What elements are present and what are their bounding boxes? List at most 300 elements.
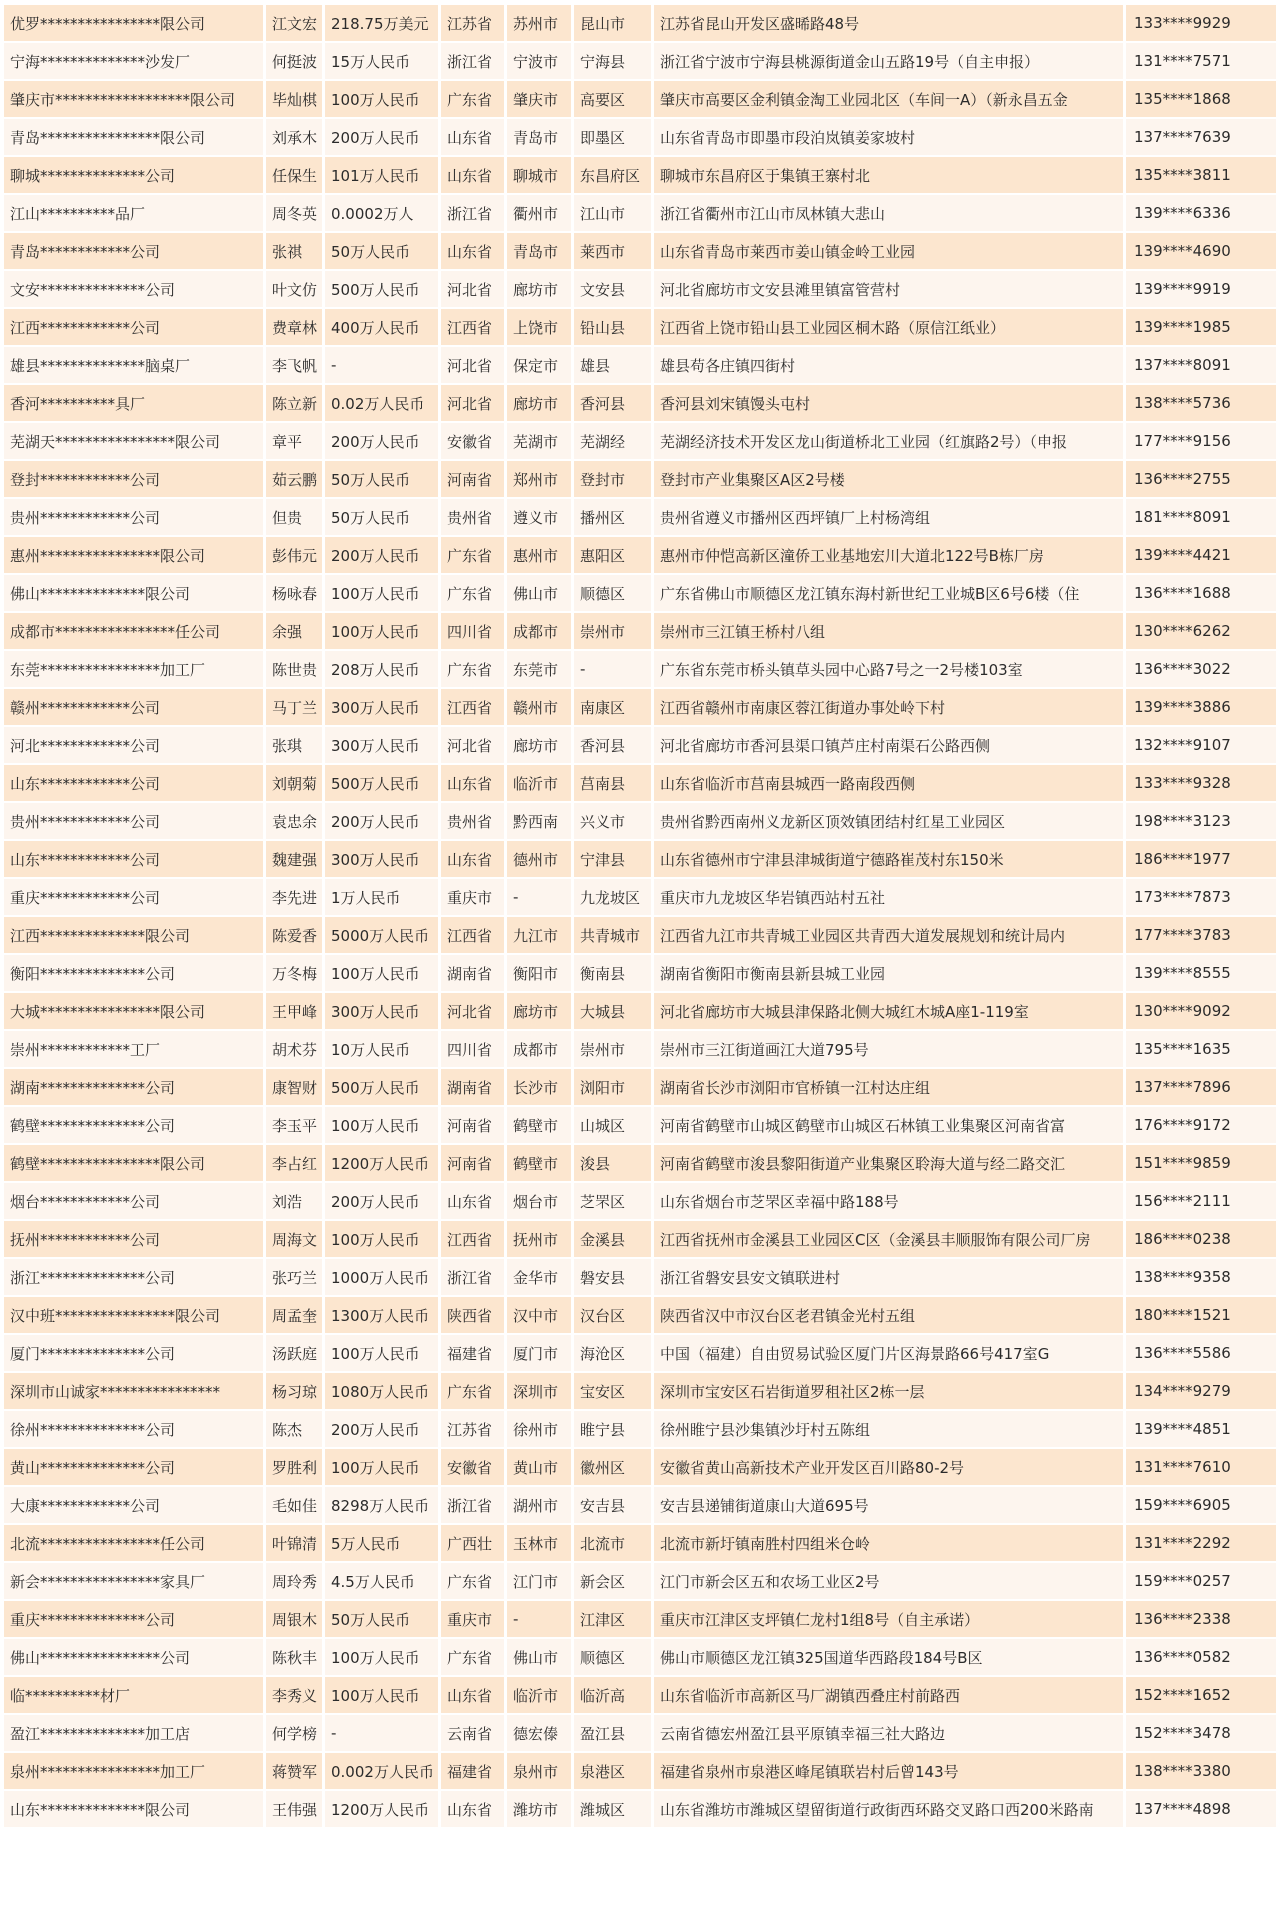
cell-district: 潍城区 <box>574 1791 654 1829</box>
cell-province: 广东省 <box>441 651 507 689</box>
table-row <box>4 993 1276 1031</box>
table-row <box>4 1259 1276 1297</box>
cell-address: 福建省泉州市泉港区峰尾镇联岩村后曾143号 <box>654 1753 1126 1791</box>
cell-address: 香河县刘宋镇馒头屯村 <box>654 385 1126 423</box>
cell-company: 江西************公司 <box>4 309 266 347</box>
cell-phone: 156****2111 <box>1126 1183 1276 1221</box>
cell-province: 河北省 <box>441 727 507 765</box>
cell-city: 成都市 <box>507 613 574 651</box>
cell-district: 泉港区 <box>574 1753 654 1791</box>
cell-capital: 100万人民币 <box>325 81 441 119</box>
cell-legal-rep: 周孟奎 <box>266 1297 325 1335</box>
cell-city: 烟台市 <box>507 1183 574 1221</box>
cell-address: 云南省德宏州盈江县平原镇幸福三社大路边 <box>654 1715 1126 1753</box>
cell-address: 江门市新会区五和农场工业区2号 <box>654 1563 1126 1601</box>
cell-capital: 200万人民币 <box>325 1411 441 1449</box>
cell-capital: 50万人民币 <box>325 499 441 537</box>
table-row <box>4 1373 1276 1411</box>
cell-city: 聊城市 <box>507 157 574 195</box>
cell-city: 赣州市 <box>507 689 574 727</box>
table-row <box>4 385 1276 423</box>
cell-capital: 500万人民币 <box>325 1069 441 1107</box>
cell-province: 江西省 <box>441 917 507 955</box>
cell-company: 惠州****************限公司 <box>4 537 266 575</box>
cell-phone: 177****9156 <box>1126 423 1276 461</box>
cell-phone: 131****2292 <box>1126 1525 1276 1563</box>
cell-province: 广东省 <box>441 1639 507 1677</box>
cell-city: 廊坊市 <box>507 271 574 309</box>
cell-legal-rep: 刘浩 <box>266 1183 325 1221</box>
cell-capital: 15万人民币 <box>325 43 441 81</box>
cell-company: 徐州**************公司 <box>4 1411 266 1449</box>
cell-company: 湖南**************公司 <box>4 1069 266 1107</box>
cell-phone: 139****4690 <box>1126 233 1276 271</box>
cell-address: 徐州睢宁县沙集镇沙圩村五陈组 <box>654 1411 1126 1449</box>
cell-city: 鹤壁市 <box>507 1107 574 1145</box>
cell-province: 河北省 <box>441 385 507 423</box>
cell-capital: 200万人民币 <box>325 537 441 575</box>
table-row <box>4 1031 1276 1069</box>
cell-city: 肇庆市 <box>507 81 574 119</box>
cell-company: 浙江**************公司 <box>4 1259 266 1297</box>
cell-company: 青岛************公司 <box>4 233 266 271</box>
table-row <box>4 195 1276 233</box>
cell-phone: 159****6905 <box>1126 1487 1276 1525</box>
cell-address: 佛山市顺德区龙江镇325国道华西路段184号B区 <box>654 1639 1126 1677</box>
cell-address: 雄县苟各庄镇四街村 <box>654 347 1126 385</box>
cell-capital: 300万人民币 <box>325 689 441 727</box>
cell-district: 芜湖经 <box>574 423 654 461</box>
table-row <box>4 1753 1276 1791</box>
cell-city: 长沙市 <box>507 1069 574 1107</box>
cell-legal-rep: 李占红 <box>266 1145 325 1183</box>
cell-capital: 300万人民币 <box>325 841 441 879</box>
cell-company: 新会****************家具厂 <box>4 1563 266 1601</box>
cell-capital: 100万人民币 <box>325 955 441 993</box>
cell-city: 德宏傣 <box>507 1715 574 1753</box>
cell-province: 江西省 <box>441 689 507 727</box>
cell-legal-rep: 杨咏春 <box>266 575 325 613</box>
cell-company: 厦门**************公司 <box>4 1335 266 1373</box>
cell-district: 大城县 <box>574 993 654 1031</box>
cell-city: 深圳市 <box>507 1373 574 1411</box>
cell-phone: 138****9358 <box>1126 1259 1276 1297</box>
cell-legal-rep: 陈秋丰 <box>266 1639 325 1677</box>
cell-company: 河北************公司 <box>4 727 266 765</box>
cell-company: 鹤壁****************限公司 <box>4 1145 266 1183</box>
cell-capital: 100万人民币 <box>325 575 441 613</box>
cell-phone: 132****9107 <box>1126 727 1276 765</box>
cell-company: 盈江**************加工店 <box>4 1715 266 1753</box>
table-row <box>4 1335 1276 1373</box>
cell-legal-rep: 万冬梅 <box>266 955 325 993</box>
cell-company: 宁海**************沙发厂 <box>4 43 266 81</box>
cell-province: 四川省 <box>441 1031 507 1069</box>
table-row <box>4 1221 1276 1259</box>
cell-district: 金溪县 <box>574 1221 654 1259</box>
cell-address: 山东省临沂市莒南县城西一路南段西侧 <box>654 765 1126 803</box>
cell-legal-rep: 任保生 <box>266 157 325 195</box>
cell-province: 浙江省 <box>441 1259 507 1297</box>
cell-company: 肇庆市******************限公司 <box>4 81 266 119</box>
cell-phone: 177****3783 <box>1126 917 1276 955</box>
cell-city: 衢州市 <box>507 195 574 233</box>
cell-district: 惠阳区 <box>574 537 654 575</box>
cell-city: 潍坊市 <box>507 1791 574 1829</box>
cell-phone: 139****3886 <box>1126 689 1276 727</box>
cell-capital: 1080万人民币 <box>325 1373 441 1411</box>
cell-address: 广东省东莞市桥头镇草头园中心路7号之一2号楼103室 <box>654 651 1126 689</box>
cell-city: 青岛市 <box>507 233 574 271</box>
cell-capital: 8298万人民币 <box>325 1487 441 1525</box>
cell-company: 烟台************公司 <box>4 1183 266 1221</box>
cell-company: 江西**************限公司 <box>4 917 266 955</box>
cell-district: 香河县 <box>574 727 654 765</box>
cell-province: 广东省 <box>441 575 507 613</box>
cell-capital: 200万人民币 <box>325 119 441 157</box>
cell-phone: 131****7571 <box>1126 43 1276 81</box>
table-row <box>4 1069 1276 1107</box>
cell-city: 衡阳市 <box>507 955 574 993</box>
cell-company: 东莞****************加工厂 <box>4 651 266 689</box>
cell-province: 河北省 <box>441 347 507 385</box>
cell-company: 重庆************公司 <box>4 879 266 917</box>
cell-address: 崇州市三江镇王桥村八组 <box>654 613 1126 651</box>
cell-address: 安徽省黄山高新技术产业开发区百川路80-2号 <box>654 1449 1126 1487</box>
cell-phone: 152****3478 <box>1126 1715 1276 1753</box>
cell-legal-rep: 李秀义 <box>266 1677 325 1715</box>
table-row <box>4 1601 1276 1639</box>
cell-phone: 139****4421 <box>1126 537 1276 575</box>
cell-address: 山东省烟台市芝罘区幸福中路188号 <box>654 1183 1126 1221</box>
cell-legal-rep: 马丁兰 <box>266 689 325 727</box>
cell-company: 鹤壁**************公司 <box>4 1107 266 1145</box>
cell-capital: 5万人民币 <box>325 1525 441 1563</box>
cell-capital: - <box>325 1715 441 1753</box>
cell-capital: 1万人民币 <box>325 879 441 917</box>
cell-district: 即墨区 <box>574 119 654 157</box>
cell-phone: 135****1635 <box>1126 1031 1276 1069</box>
cell-legal-rep: 周海文 <box>266 1221 325 1259</box>
cell-city: 芜湖市 <box>507 423 574 461</box>
cell-phone: 135****1868 <box>1126 81 1276 119</box>
cell-phone: 181****8091 <box>1126 499 1276 537</box>
cell-address: 河北省廊坊市文安县滩里镇富管营村 <box>654 271 1126 309</box>
table-row <box>4 1563 1276 1601</box>
cell-district: 顺德区 <box>574 1639 654 1677</box>
cell-district: 东昌府区 <box>574 157 654 195</box>
table-row <box>4 575 1276 613</box>
cell-district: 浚县 <box>574 1145 654 1183</box>
cell-phone: 136****1688 <box>1126 575 1276 613</box>
cell-capital: 50万人民币 <box>325 1601 441 1639</box>
cell-company: 雄县**************脑桌厂 <box>4 347 266 385</box>
table-row <box>4 5 1276 43</box>
cell-province: 河南省 <box>441 461 507 499</box>
cell-province: 广西壮 <box>441 1525 507 1563</box>
cell-legal-rep: 江文宏 <box>266 5 325 43</box>
table-row <box>4 309 1276 347</box>
cell-phone: 135****3811 <box>1126 157 1276 195</box>
company-table-body <box>4 5 1276 1829</box>
cell-phone: 137****8091 <box>1126 347 1276 385</box>
cell-company: 佛山****************公司 <box>4 1639 266 1677</box>
cell-district: 南康区 <box>574 689 654 727</box>
cell-legal-rep: 茹云鹏 <box>266 461 325 499</box>
cell-province: 广东省 <box>441 537 507 575</box>
cell-district: 浏阳市 <box>574 1069 654 1107</box>
cell-company: 大城****************限公司 <box>4 993 266 1031</box>
cell-capital: 10万人民币 <box>325 1031 441 1069</box>
cell-address: 惠州市仲恺高新区潼侨工业基地宏川大道北122号B栋厂房 <box>654 537 1126 575</box>
cell-district: 莒南县 <box>574 765 654 803</box>
cell-company: 抚州************公司 <box>4 1221 266 1259</box>
cell-province: 江苏省 <box>441 1411 507 1449</box>
cell-phone: 136****2755 <box>1126 461 1276 499</box>
cell-phone: 137****7639 <box>1126 119 1276 157</box>
cell-phone: 151****9859 <box>1126 1145 1276 1183</box>
cell-address: 山东省德州市宁津县津城街道宁德路崔茂村东150米 <box>654 841 1126 879</box>
cell-district: 崇州市 <box>574 1031 654 1069</box>
table-row <box>4 1107 1276 1145</box>
cell-capital: 101万人民币 <box>325 157 441 195</box>
cell-city: 黔西南 <box>507 803 574 841</box>
cell-city: - <box>507 879 574 917</box>
cell-company: 重庆**************公司 <box>4 1601 266 1639</box>
cell-district: 共青城市 <box>574 917 654 955</box>
cell-address: 陕西省汉中市汉台区老君镇金光村五组 <box>654 1297 1126 1335</box>
cell-capital: - <box>325 347 441 385</box>
cell-province: 重庆市 <box>441 1601 507 1639</box>
cell-address: 中国（福建）自由贸易试验区厦门片区海景路66号417室G <box>654 1335 1126 1373</box>
cell-province: 陕西省 <box>441 1297 507 1335</box>
cell-city: 遵义市 <box>507 499 574 537</box>
cell-phone: 136****2338 <box>1126 1601 1276 1639</box>
cell-district: 文安县 <box>574 271 654 309</box>
cell-province: 河南省 <box>441 1107 507 1145</box>
cell-company: 山东**************限公司 <box>4 1791 266 1829</box>
table-row <box>4 499 1276 537</box>
cell-phone: 130****6262 <box>1126 613 1276 651</box>
cell-company: 贵州************公司 <box>4 803 266 841</box>
cell-province: 山东省 <box>441 119 507 157</box>
cell-province: 福建省 <box>441 1753 507 1791</box>
cell-address: 山东省青岛市莱西市姜山镇金岭工业园 <box>654 233 1126 271</box>
cell-province: 贵州省 <box>441 803 507 841</box>
cell-phone: 133****9929 <box>1126 5 1276 43</box>
cell-district: 宝安区 <box>574 1373 654 1411</box>
cell-phone: 139****6336 <box>1126 195 1276 233</box>
cell-city: 上饶市 <box>507 309 574 347</box>
cell-district: 江津区 <box>574 1601 654 1639</box>
cell-district: 高要区 <box>574 81 654 119</box>
cell-address: 山东省青岛市即墨市段泊岚镇姜家坡村 <box>654 119 1126 157</box>
table-row <box>4 1449 1276 1487</box>
cell-province: 重庆市 <box>441 879 507 917</box>
cell-legal-rep: 王伟强 <box>266 1791 325 1829</box>
cell-city: 成都市 <box>507 1031 574 1069</box>
cell-capital: 1300万人民币 <box>325 1297 441 1335</box>
cell-city: 廊坊市 <box>507 727 574 765</box>
table-row <box>4 727 1276 765</box>
cell-city: 徐州市 <box>507 1411 574 1449</box>
cell-city: 抚州市 <box>507 1221 574 1259</box>
cell-capital: 218.75万美元 <box>325 5 441 43</box>
cell-company: 大康************公司 <box>4 1487 266 1525</box>
cell-phone: 159****0257 <box>1126 1563 1276 1601</box>
cell-capital: 100万人民币 <box>325 613 441 651</box>
cell-city: 佛山市 <box>507 1639 574 1677</box>
cell-company: 江山**********品厂 <box>4 195 266 233</box>
cell-capital: 4.5万人民币 <box>325 1563 441 1601</box>
cell-address: 北流市新圩镇南胜村四组米仓岭 <box>654 1525 1126 1563</box>
cell-address: 广东省佛山市顺德区龙江镇东海村新世纪工业城B区6号6楼（住 <box>654 575 1126 613</box>
cell-legal-rep: 陈爱香 <box>266 917 325 955</box>
cell-legal-rep: 陈立新 <box>266 385 325 423</box>
cell-district: 宁海县 <box>574 43 654 81</box>
cell-province: 浙江省 <box>441 43 507 81</box>
table-row <box>4 917 1276 955</box>
cell-city: 鹤壁市 <box>507 1145 574 1183</box>
cell-company: 优罗****************限公司 <box>4 5 266 43</box>
cell-address: 深圳市宝安区石岩街道罗租社区2栋一层 <box>654 1373 1126 1411</box>
table-row <box>4 879 1276 917</box>
cell-company: 汉中班****************限公司 <box>4 1297 266 1335</box>
cell-city: 佛山市 <box>507 575 574 613</box>
cell-province: 山东省 <box>441 841 507 879</box>
cell-company: 赣州************公司 <box>4 689 266 727</box>
cell-city: 惠州市 <box>507 537 574 575</box>
cell-legal-rep: 彭伟元 <box>266 537 325 575</box>
cell-legal-rep: 陈世贵 <box>266 651 325 689</box>
cell-capital: 0.002万人民币 <box>325 1753 441 1791</box>
cell-company: 山东************公司 <box>4 765 266 803</box>
cell-province: 湖南省 <box>441 1069 507 1107</box>
cell-city: 保定市 <box>507 347 574 385</box>
cell-province: 江苏省 <box>441 5 507 43</box>
cell-legal-rep: 刘朝菊 <box>266 765 325 803</box>
cell-company: 深圳市山诚家**************** <box>4 1373 266 1411</box>
cell-district: 香河县 <box>574 385 654 423</box>
cell-legal-rep: 章平 <box>266 423 325 461</box>
cell-province: 河南省 <box>441 1145 507 1183</box>
cell-capital: 50万人民币 <box>325 233 441 271</box>
cell-capital: 5000万人民币 <box>325 917 441 955</box>
cell-company: 临**********材厂 <box>4 1677 266 1715</box>
table-row <box>4 803 1276 841</box>
cell-capital: 100万人民币 <box>325 1221 441 1259</box>
cell-phone: 176****9172 <box>1126 1107 1276 1145</box>
cell-legal-rep: 胡术芬 <box>266 1031 325 1069</box>
cell-city: 黄山市 <box>507 1449 574 1487</box>
cell-district: 盈江县 <box>574 1715 654 1753</box>
cell-capital: 400万人民币 <box>325 309 441 347</box>
table-row <box>4 1525 1276 1563</box>
cell-phone: 198****3123 <box>1126 803 1276 841</box>
cell-phone: 137****7896 <box>1126 1069 1276 1107</box>
cell-address: 江西省抚州市金溪县工业园区C区（金溪县丰顺服饰有限公司厂房 <box>654 1221 1126 1259</box>
cell-legal-rep: 但贵 <box>266 499 325 537</box>
cell-province: 广东省 <box>441 81 507 119</box>
table-row <box>4 1791 1276 1829</box>
cell-company: 黄山**************公司 <box>4 1449 266 1487</box>
cell-capital: 100万人民币 <box>325 1677 441 1715</box>
cell-address: 湖南省衡阳市衡南县新县城工业园 <box>654 955 1126 993</box>
cell-address: 肇庆市高要区金利镇金淘工业园北区（车间一A）（新永昌五金 <box>654 81 1126 119</box>
cell-phone: 136****3022 <box>1126 651 1276 689</box>
cell-capital: 200万人民币 <box>325 803 441 841</box>
cell-phone: 173****7873 <box>1126 879 1276 917</box>
cell-district: 铅山县 <box>574 309 654 347</box>
cell-legal-rep: 李飞帆 <box>266 347 325 385</box>
table-row <box>4 1411 1276 1449</box>
cell-address: 重庆市九龙坡区华岩镇西站村五社 <box>654 879 1126 917</box>
cell-capital: 208万人民币 <box>325 651 441 689</box>
cell-province: 山东省 <box>441 765 507 803</box>
cell-company: 芜湖天****************限公司 <box>4 423 266 461</box>
cell-district: 衡南县 <box>574 955 654 993</box>
cell-province: 山东省 <box>441 157 507 195</box>
table-row <box>4 461 1276 499</box>
cell-legal-rep: 张祺 <box>266 233 325 271</box>
table-row <box>4 1639 1276 1677</box>
cell-capital: 200万人民币 <box>325 1183 441 1221</box>
cell-company: 佛山**************限公司 <box>4 575 266 613</box>
cell-province: 广东省 <box>441 1563 507 1601</box>
cell-company: 登封************公司 <box>4 461 266 499</box>
table-row <box>4 43 1276 81</box>
table-row <box>4 841 1276 879</box>
cell-province: 浙江省 <box>441 1487 507 1525</box>
cell-company: 崇州************工厂 <box>4 1031 266 1069</box>
cell-legal-rep: 周银木 <box>266 1601 325 1639</box>
company-table <box>4 5 1276 1829</box>
cell-city: 厦门市 <box>507 1335 574 1373</box>
cell-province: 湖南省 <box>441 955 507 993</box>
cell-district: 安吉县 <box>574 1487 654 1525</box>
cell-legal-rep: 叶锦清 <box>266 1525 325 1563</box>
cell-district: 九龙坡区 <box>574 879 654 917</box>
cell-capital: 300万人民币 <box>325 727 441 765</box>
cell-city: 廊坊市 <box>507 993 574 1031</box>
cell-address: 江西省赣州市南康区蓉江街道办事处岭下村 <box>654 689 1126 727</box>
cell-phone: 139****1985 <box>1126 309 1276 347</box>
cell-phone: 133****9328 <box>1126 765 1276 803</box>
cell-address: 贵州省黔西南州义龙新区顶效镇团结村红星工业园区 <box>654 803 1126 841</box>
cell-capital: 1200万人民币 <box>325 1791 441 1829</box>
cell-district: 徽州区 <box>574 1449 654 1487</box>
cell-company: 贵州************公司 <box>4 499 266 537</box>
table-row <box>4 689 1276 727</box>
cell-address: 河南省鹤壁市浚县黎阳街道产业集聚区聆海大道与经二路交汇 <box>654 1145 1126 1183</box>
cell-address: 登封市产业集聚区A区2号楼 <box>654 461 1126 499</box>
table-row <box>4 157 1276 195</box>
cell-address: 浙江省宁波市宁海县桃源街道金山五路19号（自主申报） <box>654 43 1126 81</box>
cell-city: 金华市 <box>507 1259 574 1297</box>
cell-address: 河南省鹤壁市山城区鹤壁市山城区石林镇工业集聚区河南省富 <box>654 1107 1126 1145</box>
cell-address: 浙江省衢州市江山市凤林镇大悲山 <box>654 195 1126 233</box>
cell-address: 山东省临沂市高新区马厂湖镇西叠庄村前路西 <box>654 1677 1126 1715</box>
cell-address: 聊城市东昌府区于集镇王寨村北 <box>654 157 1126 195</box>
cell-phone: 152****1652 <box>1126 1677 1276 1715</box>
cell-company: 文安**************公司 <box>4 271 266 309</box>
cell-capital: 0.0002万人 <box>325 195 441 233</box>
cell-company: 香河**********具厂 <box>4 385 266 423</box>
cell-address: 贵州省遵义市播州区西坪镇厂上村杨湾组 <box>654 499 1126 537</box>
cell-legal-rep: 康智财 <box>266 1069 325 1107</box>
cell-district: 兴义市 <box>574 803 654 841</box>
cell-legal-rep: 蒋赞军 <box>266 1753 325 1791</box>
